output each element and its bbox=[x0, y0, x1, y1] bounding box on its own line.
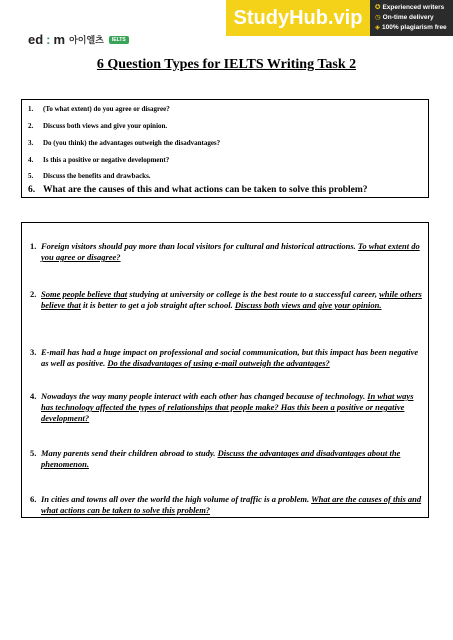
example-item: 4. Nowadays the way many people interact with each other has changed because of technology. In what ways has technology affected the types of relationships that people make? Has this been a positive or negative development? bbox=[30, 391, 414, 423]
ad-brand: StudyHub.vip bbox=[226, 0, 370, 36]
question-types-box bbox=[21, 99, 429, 198]
example-item: 1. Foreign visitors should pay more than local visitors for cultural and historical attractions. To what extent do you agree or disagree? bbox=[30, 241, 420, 262]
ad-feature: ✪ Experienced writers bbox=[375, 4, 445, 11]
shield-icon: ◈ bbox=[375, 24, 380, 31]
logo-korean: 아이엘츠 bbox=[69, 35, 104, 45]
ad-feature: ◈ 100% plagiarism free bbox=[375, 24, 447, 31]
question-type-item: 3. Do (you think) the advantages outweigh the disadvantages? bbox=[28, 139, 221, 147]
example-item: 6. In cities and towns all over the world the high volume of traffic is a problem. What are the causes of this and what actions can be taken to solve this problem? bbox=[30, 494, 422, 515]
question-type-item: 5. Discuss the benefits and drawbacks. bbox=[28, 172, 151, 180]
ad-feature: ◷ On-time delivery bbox=[375, 14, 434, 21]
logo-text-b: m bbox=[53, 32, 66, 47]
clock-icon: ◷ bbox=[375, 14, 381, 21]
example-item: 2. Some people believe that studying at university or college is the best route to a successful career, while others believe that it is better to get a job straight after school. Discuss both views and give your opinion. bbox=[30, 289, 422, 310]
question-type-item: 1. (To what extent) do you agree or disagree? bbox=[28, 105, 170, 113]
studyhub-ad-banner[interactable] bbox=[226, 0, 453, 36]
example-item: 3. E-mail has had a huge impact on professional and social communication, but this impact has been negative as well as positive. Do the disadvantages of using e-mail outweigh the advantages? bbox=[30, 347, 419, 368]
page-title: 6 Question Types for IELTS Writing Task 2 bbox=[96, 57, 357, 72]
edm-logo bbox=[28, 32, 129, 47]
ad-features bbox=[370, 0, 453, 36]
logo-badge: IELTS bbox=[109, 36, 129, 44]
question-type-item: 4. Is this a positive or negative development? bbox=[28, 156, 170, 164]
question-type-item: 6. What are the causes of this and what actions can be taken to solve this problem? bbox=[28, 185, 368, 195]
examples-box bbox=[21, 222, 429, 518]
star-icon: ✪ bbox=[375, 4, 381, 11]
question-type-item: 2. Discuss both views and give your opinion. bbox=[28, 122, 168, 130]
example-item: 5. Many parents send their children abroad to study. Discuss the advantages and disadvantages about the phenomenon. bbox=[30, 448, 401, 469]
logo-colon: : bbox=[46, 32, 51, 47]
logo-text-a: ed bbox=[28, 32, 44, 47]
